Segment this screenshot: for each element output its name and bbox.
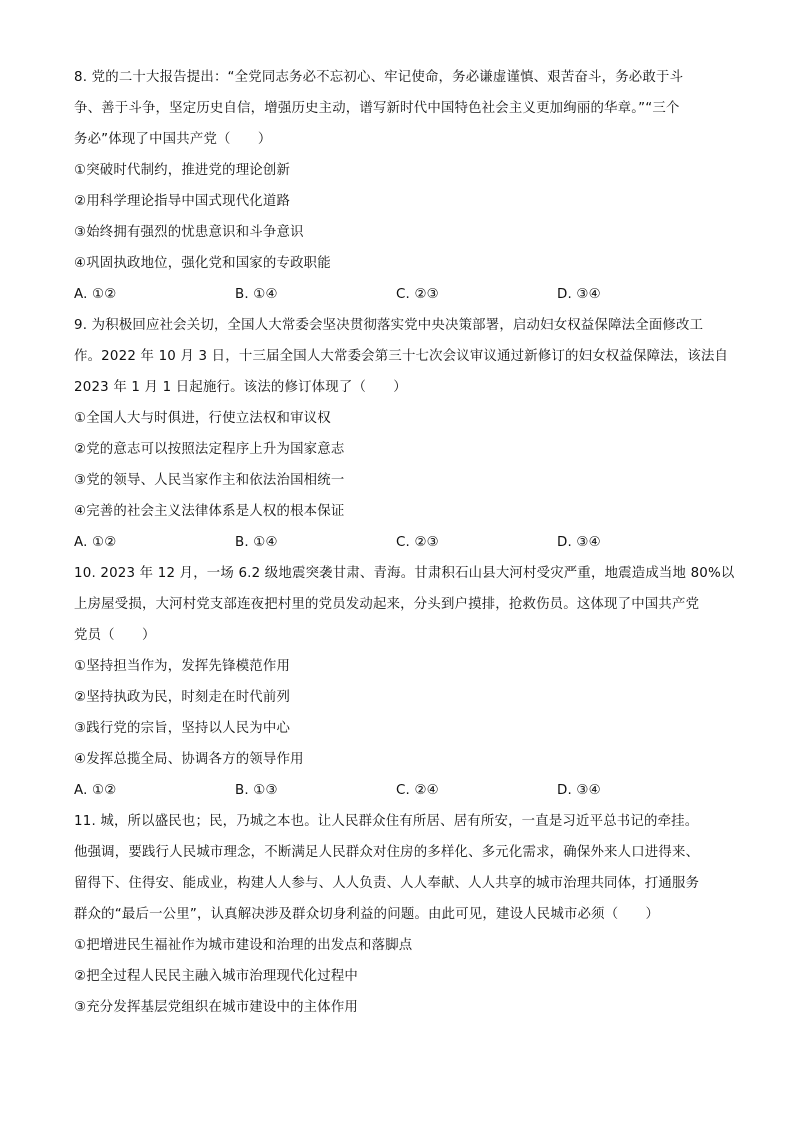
question-stem-line: 争、善于斗争，坚定历史自信，增强历史主动，谱写新时代中国特色社会主义更加绚丽的华章。”“三个 — [74, 101, 680, 116]
option-a: A. ①② — [74, 287, 117, 302]
question-stem-line: 务必”体现了中国共产党（ ） — [74, 132, 272, 147]
statement-4: ④发挥总揽全局、协调各方的领导作用 — [74, 752, 304, 767]
answer-options — [74, 527, 724, 558]
question-stem-line: 11. 城，所以盛民也；民，乃城之本也。让人民群众住有所居、居有所安，一直是习近平总书记的牵挂。 — [74, 814, 699, 829]
option-d: D. ③④ — [557, 783, 601, 798]
statement-1: ①把增进民生福祉作为城市建设和治理的出发点和落脚点 — [74, 938, 413, 953]
option-b: B. ①③ — [235, 783, 278, 798]
question-9 — [74, 310, 729, 558]
question-stem-line: 群众的“最后一公里”，认真解决涉及群众切身利益的问题。由此可见，建设人民城市必须（ ） — [74, 907, 660, 922]
answer-options — [74, 775, 724, 806]
option-a: A. ①② — [74, 783, 117, 798]
statement-4: ④完善的社会主义法律体系是人权的根本保证 — [74, 504, 345, 519]
answer-options — [74, 279, 724, 310]
question-stem-line: 9. 为积极回应社会关切，全国人大常委会坚决贯彻落实党中央决策部署，启动妇女权益保障法全面修改工 — [74, 318, 704, 333]
option-b: B. ①④ — [235, 535, 278, 550]
statement-3: ③党的领导、人民当家作主和依法治国相统一 — [74, 473, 345, 488]
question-stem-line: 他强调，要践行人民城市理念，不断满足人民群众对住房的多样化、多元化需求，确保外来人口进得来、 — [74, 845, 700, 860]
statement-2: ②把全过程人民民主融入城市治理现代化过程中 — [74, 969, 359, 984]
statement-1: ①突破时代制约，推进党的理论创新 — [74, 163, 291, 178]
exam-page — [74, 62, 735, 1023]
option-a: A. ①② — [74, 535, 117, 550]
statement-1: ①坚持担当作为，发挥先锋模范作用 — [74, 659, 291, 674]
statement-3: ③始终拥有强烈的忧患意识和斗争意识 — [74, 225, 304, 240]
question-stem-line: 10. 2023 年 12 月，一场 6.2 级地震突袭甘肃、青海。甘肃积石山县大河村受灾严重，地震造成当地 80%以 — [74, 566, 735, 581]
option-c: C. ②③ — [396, 535, 439, 550]
question-stem-line: 留得下、住得安、能成业，构建人人参与、人人负责、人人奉献、人人共享的城市治理共同体，打通服务 — [74, 876, 700, 891]
statement-3: ③践行党的宗旨，坚持以人民为中心 — [74, 721, 291, 736]
question-stem-line: 上房屋受损，大河村党支部连夜把村里的党员发动起来，分头到户摸排，抢救伤员。这体现了中国共产党 — [74, 597, 700, 612]
statement-1: ①全国人大与时俱进，行使立法权和审议权 — [74, 411, 331, 426]
statement-2: ②坚持执政为民，时刻走在时代前列 — [74, 690, 291, 705]
question-10 — [74, 558, 735, 806]
question-stem-line: 2023 年 1 月 1 日起施行。该法的修订体现了（ ） — [74, 380, 407, 395]
statement-2: ②党的意志可以按照法定程序上升为国家意志 — [74, 442, 345, 457]
option-c: C. ②④ — [396, 783, 439, 798]
option-d: D. ③④ — [557, 535, 601, 550]
question-stem-line: 作。2022 年 10 月 3 日，十三届全国人大常委会第三十七次会议审议通过新修订的妇女权益保障法，该法自 — [74, 349, 729, 364]
statement-4: ④巩固执政地位，强化党和国家的专政职能 — [74, 256, 331, 271]
option-d: D. ③④ — [557, 287, 601, 302]
statement-2: ②用科学理论指导中国式现代化道路 — [74, 194, 291, 209]
question-stem-line: 党员（ ） — [74, 628, 156, 643]
question-stem-line: 8. 党的二十大报告提出：“全党同志务必不忘初心、牢记使命，务必谦虚谨慎、艰苦奋斗，务必敢于斗 — [74, 70, 684, 85]
statement-3: ③充分发挥基层党组织在城市建设中的主体作用 — [74, 1000, 359, 1015]
question-11 — [74, 806, 724, 1023]
question-8 — [74, 62, 724, 310]
option-c: C. ②③ — [396, 287, 439, 302]
option-b: B. ①④ — [235, 287, 278, 302]
